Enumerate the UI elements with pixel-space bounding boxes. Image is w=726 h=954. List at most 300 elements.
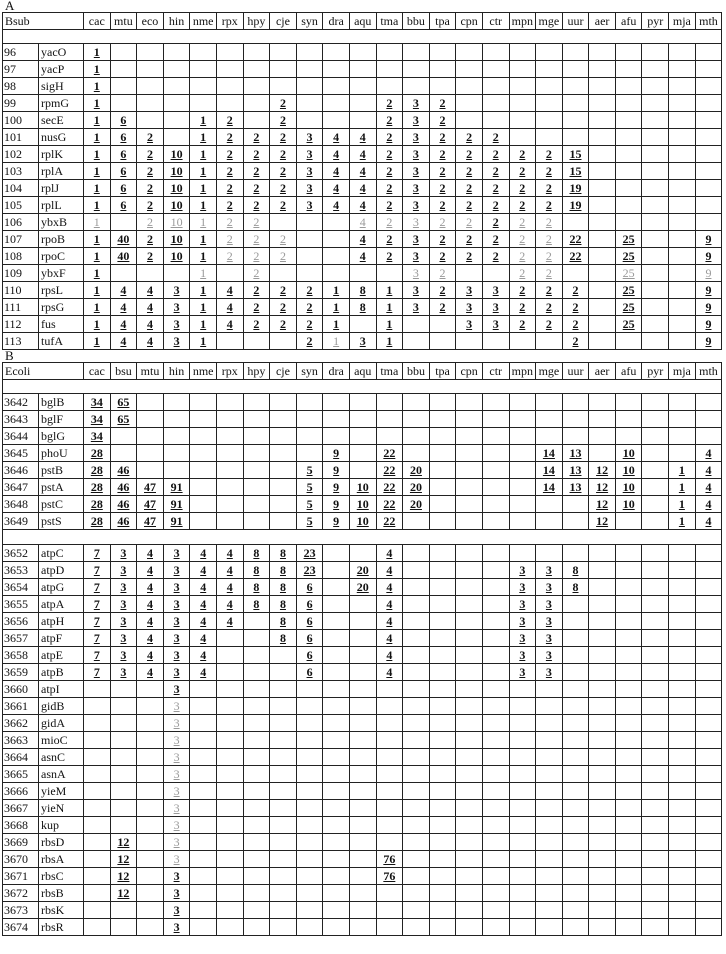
value-cell (562, 445, 589, 462)
value-cell (536, 231, 563, 248)
value-cell (482, 180, 509, 197)
row-index: 3672 (3, 885, 39, 902)
value-cell (296, 579, 323, 596)
cell-value: 4 (386, 563, 393, 577)
value-cell (403, 231, 430, 248)
value-cell (429, 146, 456, 163)
value-cell (296, 265, 323, 282)
value-cell (403, 902, 430, 919)
value-cell (349, 445, 376, 462)
value-cell (270, 698, 297, 715)
value-cell (695, 579, 722, 596)
value-cell (270, 766, 297, 783)
cell-value: 3 (173, 699, 180, 713)
value-cell (84, 333, 111, 350)
value-cell (84, 715, 111, 732)
value-cell (509, 231, 536, 248)
value-cell (296, 817, 323, 834)
value-cell (216, 95, 243, 112)
value-cell (429, 885, 456, 902)
table-row (3, 445, 722, 462)
value-cell (163, 868, 190, 885)
value-cell (296, 851, 323, 868)
value-cell (695, 95, 722, 112)
cell-value: 4 (226, 597, 233, 611)
row-index: 3655 (3, 596, 39, 613)
value-cell (615, 163, 642, 180)
cell-value: 10 (170, 232, 183, 246)
value-cell (349, 732, 376, 749)
cell-value: 3 (173, 563, 180, 577)
value-cell (137, 868, 164, 885)
value-cell (190, 766, 217, 783)
value-cell (137, 333, 164, 350)
value-cell (323, 496, 350, 513)
value-cell (216, 411, 243, 428)
value-cell (190, 479, 217, 496)
value-cell (589, 630, 616, 647)
value-cell (562, 579, 589, 596)
gene-name: rpoC (39, 248, 84, 265)
value-cell (403, 664, 430, 681)
value-cell (376, 180, 403, 197)
value-cell (323, 647, 350, 664)
value-cell (110, 95, 137, 112)
value-cell (429, 197, 456, 214)
value-cell (349, 630, 376, 647)
value-cell (456, 681, 483, 698)
cell-value: 15 (569, 164, 582, 178)
value-cell (84, 163, 111, 180)
cell-value: 2 (466, 164, 473, 178)
value-cell (509, 681, 536, 698)
value-cell (669, 613, 696, 630)
value-cell (190, 61, 217, 78)
table-row (3, 630, 722, 647)
value-cell (456, 333, 483, 350)
cell-value: 7 (93, 631, 100, 645)
value-cell (642, 445, 669, 462)
value-cell (615, 783, 642, 800)
value-cell (243, 834, 270, 851)
cell-value: 9 (705, 249, 712, 263)
value-cell (562, 868, 589, 885)
value-cell (243, 316, 270, 333)
value-cell (695, 112, 722, 129)
cell-value: 2 (519, 249, 526, 263)
value-cell (349, 698, 376, 715)
value-cell (562, 112, 589, 129)
cell-value: 2 (253, 249, 260, 263)
value-cell (323, 411, 350, 428)
value-cell (137, 462, 164, 479)
value-cell (270, 919, 297, 936)
cell-value: 2 (386, 147, 393, 161)
value-cell (429, 681, 456, 698)
value-cell (270, 596, 297, 613)
value-cell (642, 462, 669, 479)
value-cell (84, 95, 111, 112)
cell-value: 65 (117, 412, 130, 426)
cell-value: 65 (117, 395, 130, 409)
value-cell (323, 800, 350, 817)
value-cell (482, 783, 509, 800)
value-cell (110, 180, 137, 197)
value-cell (270, 428, 297, 445)
value-cell (110, 664, 137, 681)
value-cell (323, 885, 350, 902)
value-cell (669, 868, 696, 885)
value-cell (536, 664, 563, 681)
value-cell (163, 851, 190, 868)
value-cell (243, 44, 270, 61)
value-cell (190, 445, 217, 462)
cell-value: 2 (226, 164, 233, 178)
value-cell (429, 445, 456, 462)
value-cell (403, 462, 430, 479)
cell-value: 2 (519, 300, 526, 314)
value-cell (349, 61, 376, 78)
cell-value: 25 (622, 300, 635, 314)
value-cell (190, 197, 217, 214)
value-cell (243, 146, 270, 163)
value-cell (270, 394, 297, 411)
value-cell (642, 479, 669, 496)
value-cell (349, 299, 376, 316)
cell-value: 2 (306, 317, 313, 331)
value-cell (216, 180, 243, 197)
cell-value: 3 (173, 682, 180, 696)
value-cell (403, 214, 430, 231)
cell-value: 34 (90, 429, 103, 443)
value-cell (536, 596, 563, 613)
cell-value: 2 (386, 113, 393, 127)
row-index: 99 (3, 95, 39, 112)
value-cell (669, 462, 696, 479)
cell-value: 1 (678, 514, 685, 528)
cell-value: 2 (279, 232, 286, 246)
value-cell (615, 800, 642, 817)
table-row (3, 180, 722, 197)
cell-value: 2 (439, 181, 446, 195)
value-cell (615, 613, 642, 630)
value-cell (615, 146, 642, 163)
cell-value: 4 (147, 580, 153, 594)
cell-value: 91 (170, 480, 183, 494)
value-cell (562, 299, 589, 316)
value-cell (562, 394, 589, 411)
value-cell (669, 698, 696, 715)
column-header: hpy (243, 363, 270, 380)
value-cell (110, 834, 137, 851)
value-cell (589, 749, 616, 766)
column-header: ctr (482, 363, 509, 380)
value-cell (562, 265, 589, 282)
value-cell (429, 248, 456, 265)
value-cell (349, 411, 376, 428)
value-cell (642, 579, 669, 596)
value-cell (589, 732, 616, 749)
value-cell (376, 513, 403, 530)
value-cell (190, 902, 217, 919)
value-cell (110, 647, 137, 664)
cell-value: 2 (386, 181, 393, 195)
value-cell (536, 462, 563, 479)
value-cell (349, 428, 376, 445)
row-index: 3658 (3, 647, 39, 664)
value-cell (456, 394, 483, 411)
value-cell (323, 834, 350, 851)
row-index: 102 (3, 146, 39, 163)
table-row (3, 817, 722, 834)
value-cell (376, 197, 403, 214)
value-cell (84, 394, 111, 411)
value-cell (429, 868, 456, 885)
gene-name: atpD (39, 562, 84, 579)
gene-name: gidA (39, 715, 84, 732)
value-cell (296, 299, 323, 316)
gene-name: secE (39, 112, 84, 129)
table-row (3, 248, 722, 265)
value-cell (243, 868, 270, 885)
value-cell (562, 851, 589, 868)
column-header: afu (615, 363, 642, 380)
gene-name: rbsK (39, 902, 84, 919)
value-cell (349, 817, 376, 834)
value-cell (642, 146, 669, 163)
cell-value: 9 (705, 334, 712, 348)
cell-value: 40 (117, 249, 130, 263)
value-cell (190, 851, 217, 868)
value-cell (642, 919, 669, 936)
gene-name: gidB (39, 698, 84, 715)
value-cell (376, 698, 403, 715)
table-row (3, 112, 722, 129)
value-cell (216, 231, 243, 248)
value-cell (296, 78, 323, 95)
value-cell (536, 146, 563, 163)
value-cell (243, 61, 270, 78)
value-cell (669, 496, 696, 513)
cell-value: 2 (439, 198, 446, 212)
value-cell (695, 513, 722, 530)
cell-value: 4 (226, 580, 233, 594)
value-cell (509, 885, 536, 902)
cell-value: 3 (173, 648, 180, 662)
value-cell (589, 445, 616, 462)
value-cell (589, 282, 616, 299)
value-cell (669, 783, 696, 800)
value-cell (562, 834, 589, 851)
row-index: 108 (3, 248, 39, 265)
cell-value: 2 (226, 130, 233, 144)
value-cell (110, 282, 137, 299)
value-cell (84, 579, 111, 596)
value-cell (190, 817, 217, 834)
cell-value: 2 (279, 130, 286, 144)
value-cell (163, 681, 190, 698)
value-cell (403, 851, 430, 868)
value-cell (243, 851, 270, 868)
value-cell (163, 146, 190, 163)
value-cell (296, 715, 323, 732)
value-cell (695, 834, 722, 851)
cell-value: 4 (147, 665, 153, 679)
cell-value: 2 (253, 130, 260, 144)
value-cell (349, 462, 376, 479)
row-index: 3646 (3, 462, 39, 479)
value-cell (669, 180, 696, 197)
value-cell (695, 562, 722, 579)
value-cell (190, 513, 217, 530)
gene-name: asnA (39, 766, 84, 783)
gene-name: rbsC (39, 868, 84, 885)
cell-value: 2 (492, 164, 499, 178)
value-cell (163, 562, 190, 579)
value-cell (349, 664, 376, 681)
value-cell (536, 265, 563, 282)
value-cell (84, 479, 111, 496)
value-cell (190, 214, 217, 231)
cell-value: 3 (492, 283, 499, 297)
value-cell (110, 817, 137, 834)
value-cell (615, 579, 642, 596)
value-cell (137, 579, 164, 596)
cell-value: 2 (545, 232, 552, 246)
value-cell (669, 545, 696, 562)
value-cell (536, 698, 563, 715)
header-row (3, 363, 722, 380)
value-cell (323, 715, 350, 732)
value-cell (137, 411, 164, 428)
value-cell (456, 299, 483, 316)
value-cell (163, 919, 190, 936)
value-cell (509, 596, 536, 613)
value-cell (429, 462, 456, 479)
value-cell (349, 496, 376, 513)
value-cell (296, 885, 323, 902)
value-cell (376, 479, 403, 496)
cell-value: 2 (439, 164, 446, 178)
value-cell (482, 513, 509, 530)
value-cell (562, 681, 589, 698)
value-cell (642, 411, 669, 428)
column-header: mth (695, 363, 722, 380)
value-cell (376, 129, 403, 146)
value-cell (642, 681, 669, 698)
value-cell (84, 562, 111, 579)
value-cell (296, 95, 323, 112)
gene-name: tufA (39, 333, 84, 350)
value-cell (509, 61, 536, 78)
value-cell (323, 265, 350, 282)
cell-value: 3 (519, 665, 526, 679)
value-cell (243, 783, 270, 800)
value-cell (137, 681, 164, 698)
value-cell (349, 613, 376, 630)
cell-value: 10 (170, 164, 183, 178)
row-index: 106 (3, 214, 39, 231)
row-index: 3659 (3, 664, 39, 681)
value-cell (669, 214, 696, 231)
value-cell (349, 180, 376, 197)
cell-value: 4 (226, 300, 233, 314)
value-cell (349, 681, 376, 698)
value-cell (163, 95, 190, 112)
value-cell (615, 817, 642, 834)
value-cell (323, 562, 350, 579)
value-cell (296, 445, 323, 462)
value-cell (429, 647, 456, 664)
value-cell (323, 78, 350, 95)
value-cell (482, 78, 509, 95)
value-cell (296, 462, 323, 479)
value-cell (509, 129, 536, 146)
value-cell (429, 766, 456, 783)
value-cell (403, 630, 430, 647)
cell-value: 2 (519, 266, 526, 280)
value-cell (429, 579, 456, 596)
cell-value: 4 (226, 317, 233, 331)
cell-value: 2 (226, 198, 233, 212)
cell-value: 2 (146, 232, 153, 246)
value-cell (615, 868, 642, 885)
gene-name: rpoB (39, 231, 84, 248)
value-cell (456, 445, 483, 462)
cell-value: 28 (90, 446, 103, 460)
row-index: 3665 (3, 766, 39, 783)
table-row (3, 513, 722, 530)
value-cell (323, 428, 350, 445)
value-cell (615, 248, 642, 265)
cell-value: 3 (173, 920, 180, 934)
cell-value: 4 (200, 648, 207, 662)
cell-value: 8 (253, 563, 260, 577)
value-cell (296, 146, 323, 163)
value-cell (536, 647, 563, 664)
value-cell (84, 316, 111, 333)
row-index: 3661 (3, 698, 39, 715)
value-cell (615, 394, 642, 411)
cell-value: 1 (93, 79, 100, 93)
cell-value: 10 (170, 215, 183, 229)
row-index: 113 (3, 333, 39, 350)
value-cell (216, 61, 243, 78)
cell-value: 4 (120, 283, 127, 297)
value-cell (456, 800, 483, 817)
value-cell (589, 902, 616, 919)
cell-value: 28 (90, 514, 103, 528)
value-cell (562, 479, 589, 496)
value-cell (349, 129, 376, 146)
value-cell (669, 316, 696, 333)
value-cell (482, 95, 509, 112)
row-index: 3647 (3, 479, 39, 496)
value-cell (349, 197, 376, 214)
value-cell (403, 513, 430, 530)
value-cell (296, 630, 323, 647)
cell-value: 7 (93, 563, 100, 577)
value-cell (589, 817, 616, 834)
value-cell (615, 596, 642, 613)
gene-name: sigH (39, 78, 84, 95)
value-cell (509, 180, 536, 197)
table-row (3, 411, 722, 428)
value-cell (615, 316, 642, 333)
value-cell (163, 902, 190, 919)
value-cell (403, 411, 430, 428)
value-cell (216, 919, 243, 936)
